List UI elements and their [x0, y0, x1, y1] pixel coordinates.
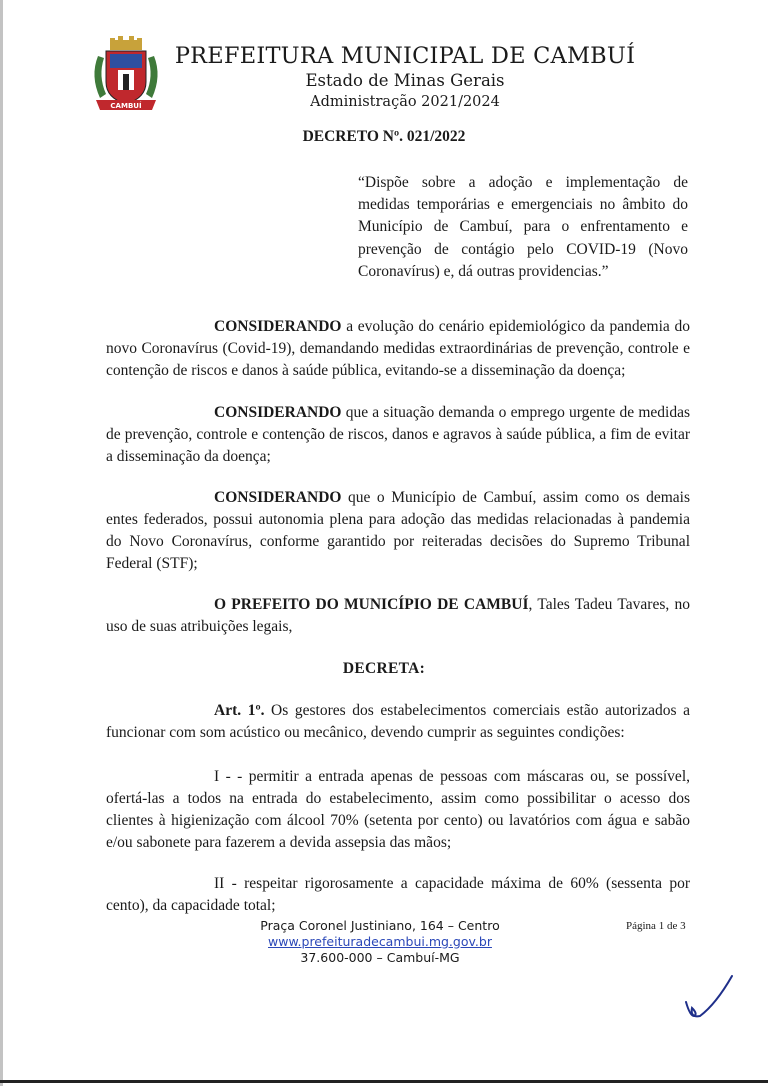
letterhead-state: Estado de Minas Gerais	[305, 71, 505, 90]
decree-title: DECRETO Nº. 021/2022	[302, 128, 466, 145]
footer	[220, 918, 540, 966]
footer-website-link[interactable]: www.prefeituradecambui.mg.gov.br	[268, 934, 492, 949]
municipal-crest-icon	[88, 36, 164, 112]
footer-cep: 37.600-000 – Cambuí-MG	[300, 950, 460, 965]
paragraph-lead: CONSIDERANDO	[214, 489, 342, 506]
paragraph-text: que a situação demanda o emprego urgente de medidas de prevenção, controle e contenção de riscos, danos e agravos à saúde pública, a fim de evitar a disseminação da doença;	[106, 404, 690, 465]
crest-ribbon-label: CAMBUÍ	[110, 102, 142, 110]
article-1	[106, 700, 690, 744]
paragraph-lead: O PREFEITO DO MUNICÍPIO DE CAMBUÍ	[214, 596, 529, 613]
paragraph-prefeito	[106, 594, 690, 638]
paragraph-text: a evolução do cenário epidemiológico da pandemia do novo Coronavírus (Covid-19), demandando medidas extraordinárias de prevenção, controle e contenção de riscos e danos à saúde pública, evitando-se a disseminação da doença;	[106, 318, 690, 379]
paragraph-text: Os gestores dos estabelecimentos comerciais estão autorizados a funcionar com som acústico ou mecânico, devendo cumprir as seguintes condições:	[106, 702, 690, 741]
scan-edge	[0, 0, 3, 1086]
letterhead-administration: Administração 2021/2024	[310, 94, 500, 110]
paragraph-text: , Tales Tadeu Tavares, no uso de suas atribuições legais,	[106, 596, 691, 635]
article-1-item-2	[106, 873, 690, 917]
paragraph-text: I - - permitir a entrada apenas de pessoas com máscaras ou, se possível, ofertá-las a todos na entrada do estabelecimento, assim como possibilitar o acesso dos clientes à higienização com álcool 70% (setenta por cento) ou lavatórios com água e sabão e/ou sabonete para fazerem a devida assepsia das mãos;	[106, 768, 690, 851]
page-number: Página 1 de 3	[626, 920, 686, 932]
paragraph-considerando-3	[106, 487, 690, 575]
paragraph-text: que o Município de Cambuí, assim como os demais entes federados, possui autonomia plena para adoção das medidas relacionadas à pandemia do Novo Coronavírus, conforme garantido por reiteradas decisões do Supremo Tribunal Federal (STF);	[106, 489, 690, 572]
article-number: Art. 1º.	[214, 702, 265, 719]
footer-address: Praça Coronel Justiniano, 164 – Centro	[260, 918, 500, 933]
decree-summary: “Dispõe sobre a adoção e implementação de medidas temporárias e emergenciais no âmbito do Município de Cambuí, para o enfrentamento e prevenção de contágio pelo COVID-19 (Novo Coronavírus) e, dá outras providencias.”	[358, 174, 688, 280]
scan-bottom-edge	[0, 1080, 768, 1083]
paragraph-considerando-1	[106, 316, 690, 382]
decreta-heading: DECRETA:	[342, 660, 426, 677]
letterhead-title: PREFEITURA MUNICIPAL DE CAMBUÍ	[174, 43, 636, 69]
letterhead	[170, 42, 640, 112]
signature-mark-icon	[676, 972, 736, 1024]
paragraph-text: II - respeitar rigorosamente a capacidade máxima de 60% (sessenta por cento), da capacidade total;	[106, 875, 690, 914]
paragraph-considerando-2	[106, 402, 690, 468]
paragraph-lead: CONSIDERANDO	[214, 318, 342, 335]
paragraph-lead: CONSIDERANDO	[214, 404, 342, 421]
article-1-item-1	[106, 766, 690, 854]
